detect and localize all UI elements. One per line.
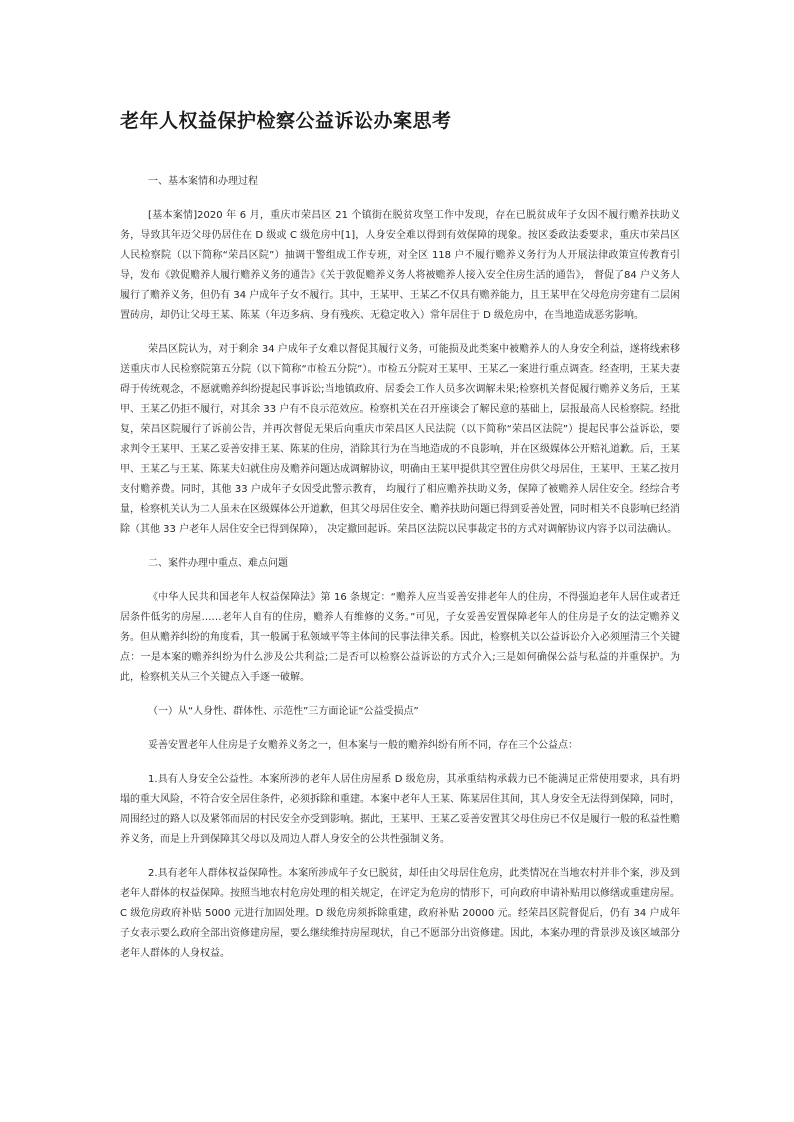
document-body <box>120 172 680 978</box>
body-paragraph: 《中华人民共和国老年人权益保障法》第 16 条规定：“赡养人应当妥善安排老年人的住房，不得强迫老年人居住或者迁居条件低劣的房屋……老年人自有的住房，赡养人有维修的义务。”可见，子女妥善安置保障老年人的住房是子女的法定赡养义务。但从赡养纠纷的角度看，其一般属于私领域平等主体间的民事法律关系。因此，检察机关以公益诉讼介入必须厘清三个关键点：一是本案的赡养纠纷为什么涉及公共利益;二是否可以检察公益诉讼的方式介入;三是如何确保公益与私益的并重保护。为此，检察机关从三个关键点入手逐一破解。 <box>120 592 680 683</box>
section-heading: 一、基本案情和办理过程 <box>148 176 258 187</box>
body-paragraph: 荣昌区院认为，对于剩余 34 户成年子女难以督促其履行义务，可能损及此类案中被赡养人的人身安全利益，遂将线索移送重庆市人民检察院第五分院（以下简称“市检五分院”）。市检五分院对王某甲、王某乙一案进行重点调查。经查明，王某夫妻碍于传统观念，不愿就赡养纠纷提起民事诉讼;当地镇政府、居委会工作人员多次调解未果;检察机关督促履行赡养义务后，王某甲、王某乙仍拒不履行，对其余 33 户有不良示范效应。检察机关在召开座谈会了解民意的基础上，层报最高人民检察院。经批复，荣昌区院履行了诉前公告，并再次督促无果后向重庆市荣昌区人民法院（以下简称“荣昌区法院”）提起民事公益诉讼，要求判令王某甲、王某乙妥善安排王某、陈某的住房，消除其行为在当地造成的不良影响，并在区级媒体公开赔礼道歉。后，王某甲、王某乙与王某、陈某夫妇就住房及赡养问题达成调解协议，明确由王某甲提供其空置住房供父母居住，王某甲、王某乙按月支付赡养费。同时，其他 33 户成年子女因受此警示教育， 均履行了相应赡养扶助义务，保障了被赡养人居住安全。经综合考量，检察机关认为二人虽未在区级媒体公开道歉，但其父母居住安全、赡养扶助问题已得到妥善处置，同时相关不良影响已经消除（其他 33 户老年人居住安全已得到保障）， 决定撤回起诉。荣昌区法院以民事裁定书的方式对调解协议内容予以司法确认。 <box>120 344 680 535</box>
document-title: 老年人权益保护检察公益诉讼办案思考 <box>120 110 452 132</box>
body-paragraph: 妥善安置老年人住房是子女赡养义务之一，但本案与一般的赡养纠纷有所不同，存在三个公益点： <box>148 740 578 751</box>
body-paragraph: 1.具有人身安全公益性。本案所涉的老年人居住房屋系 D 级危房，其承重结构承载力已不能满足正常使用要求，具有坍塌的重大风险，不符合安全居住条件，必须拆除和重建。本案中老年人王某、陈某居住其间，其人身安全无法得到保障，同时，周围经过的路人以及紧邻而居的村民安全亦受到影响。据此，王某甲、王某乙妥善安置其父母住房已不仅是履行一般的私益性赡养义务，而是上升到保障其父母以及周边人群人身安全的公共性强制义务。 <box>120 774 680 845</box>
section-heading: 二、案件办理中重点、难点问题 <box>148 558 288 569</box>
body-paragraph: 2.具有老年人群体权益保障性。本案所涉成年子女已脱贫，却任由父母居住危房，此类情况在当地农村并非个案，涉及到老年人群体的权益保障。按照当地农村危房处理的相关规定，在评定为危房的情形下，可向政府申请补贴用以修缮或重建房屋。C 级危房政府补贴 5000 元进行加固处理。D 级危房须拆除重建，政府补贴 20000 元。经荣昌区院督促后，仍有 34 户成年子女表示要么政府全部出资修建房屋，要么继续维持房屋现状，自己不愿部分出资修建。因此，本案办理的背景涉及该区域部分老年人群体的人身权益。 <box>120 868 680 959</box>
body-paragraph: [基本案情]2020 年 6 月，重庆市荣昌区 21 个镇街在脱贫攻坚工作中发现，存在已脱贫成年子女因不履行赡养扶助义务，导致其年迈父母仍居住在 D 级或 C 级危房中[1]，人身安全难以得到有效保障的现象。按区委政法委要求，重庆市荣昌区人民检察院（以下简称“荣昌区院”）抽调干警组成工作专班，对全区 118 户不履行赡养义务行为人开展法律政策宣传教育引导，发布《敦促赡养人履行赡养义务的通告》《关于敦促赡养义务人将被赡养人接入安全住房生活的通告》， 督促了84 户义务人履行了赡养义务，但仍有 34 户成年子女不履行。其中，王某甲、王某乙不仅具有赡养能力，且王某甲在父母危房旁建有二层闲置砖房，却仍让父母王某、陈某（年迈多病、身有残疾、无稳定收入）常年居住于 D 级危房中，在当地造成恶劣影响。 <box>120 210 680 321</box>
section-heading: （一）从“人身性、群体性、示范性”三方面论证“公益受损点” <box>148 706 419 717</box>
